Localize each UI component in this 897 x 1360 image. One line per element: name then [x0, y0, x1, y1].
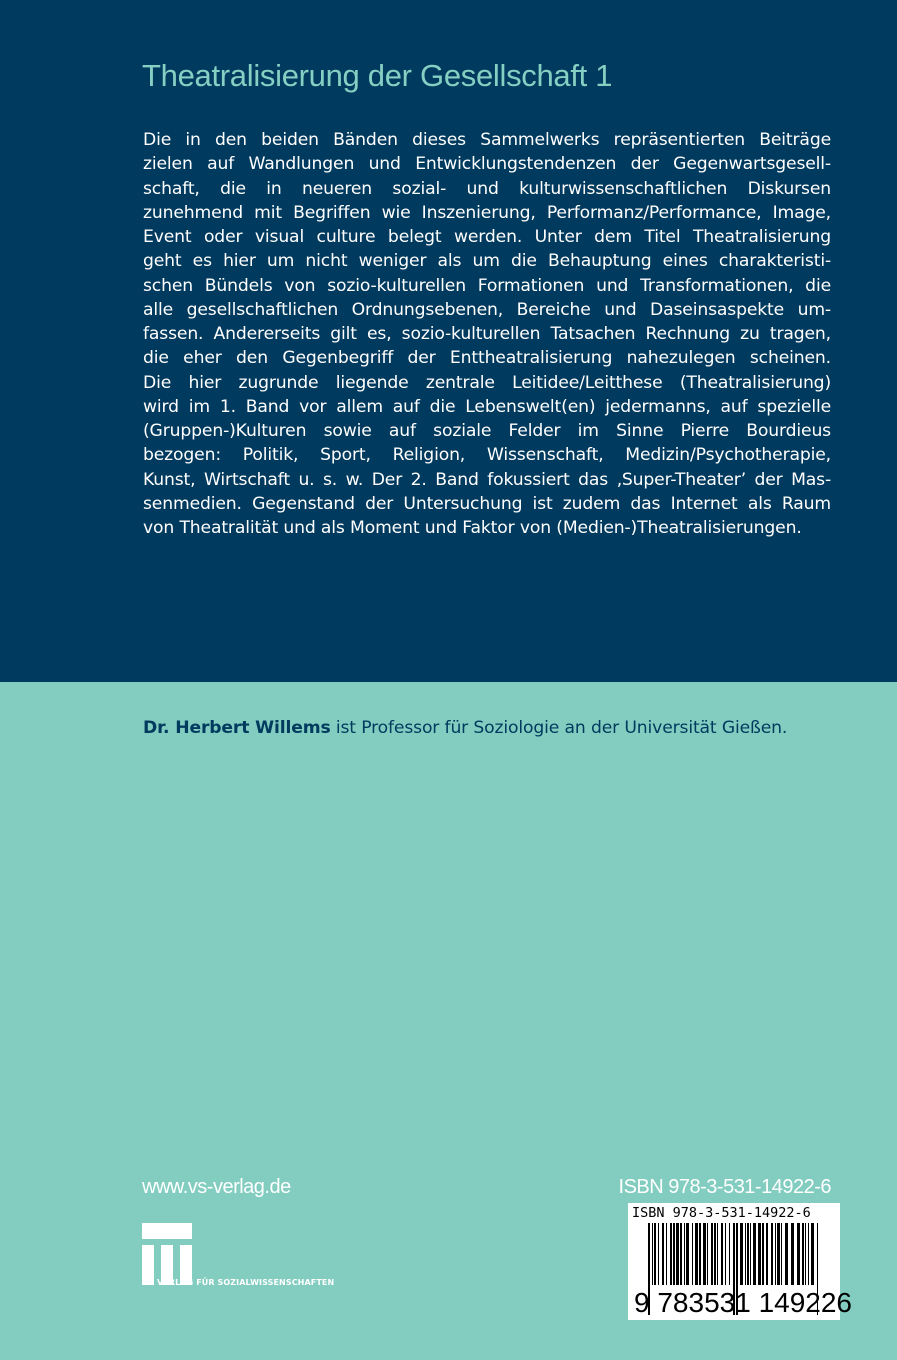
barcode-bar: [707, 1223, 708, 1285]
barcode-bar: [711, 1223, 713, 1285]
barcode-bar: [762, 1223, 764, 1285]
blurb-line: schaft, die in neueren sozial- und kulturwissenschaftlichen Diskursen: [143, 178, 831, 199]
barcode-bar: [740, 1223, 743, 1285]
blurb: [143, 128, 831, 540]
author-description: ist Professor für Soziologie an der Universität Gießen.: [330, 718, 788, 738]
barcode-bar: [670, 1223, 672, 1285]
barcode-bar: [684, 1223, 685, 1285]
barcode-bar: [658, 1223, 659, 1285]
blurb-line: wird im 1. Band vor allem auf die Lebenswelt(en) jedermanns, auf spezielle: [143, 396, 831, 417]
blurb-line: Kunst, Wirtschaft u. s. w. Der 2. Band fokussiert das ‚Super-Theater’ der Mas-: [143, 469, 831, 490]
book-title: Theatralisierung der Gesellschaft 1: [142, 58, 613, 93]
author-bio: [143, 718, 787, 738]
barcode-digits: 9 783531 149226: [634, 1287, 852, 1318]
barcode-bar: [745, 1223, 746, 1285]
blurb-line: (Gruppen-)Kulturen sowie auf soziale Felder im Sinne Pierre Bourdieus: [143, 421, 831, 441]
barcode-bar: [666, 1223, 667, 1285]
barcode-bar: [717, 1223, 718, 1285]
blurb-line: fassen. Andererseits gilt es, sozio-kulturellen Tatsachen Rechnung zu tragen,: [143, 324, 831, 344]
publisher-url[interactable]: www.vs-verlag.de: [142, 1176, 291, 1198]
blurb-line: senmedien. Gegenstand der Untersuchung ist zudem das Internet als Raum: [143, 493, 831, 514]
barcode-bar: [703, 1223, 706, 1285]
barcode-bar: [695, 1223, 698, 1285]
barcode-bar: [785, 1223, 788, 1285]
blurb-line: geht es hier um nicht weniger als um die Behauptung eines charakteristi-: [143, 251, 831, 272]
barcode-bar: [662, 1223, 664, 1285]
blurb-line: alle gesellschaftlichen Ordnungsebenen, Bereiche und Daseinsaspekte um-: [143, 299, 831, 320]
blurb-line: bezogen: Politik, Sport, Religion, Wissenschaft, Medizin/Psychotherapie,: [143, 445, 831, 466]
blurb-line: zunehmend mit Begriffen wie Inszenierung, Performanz/Performance, Image,: [143, 202, 831, 223]
barcode-bar: [781, 1223, 782, 1285]
barcode-bar: [725, 1223, 726, 1285]
barcode-bar: [777, 1223, 780, 1285]
barcode-bar: [750, 1223, 751, 1285]
barcode-bar: [758, 1223, 761, 1285]
barcode-bar: [753, 1223, 756, 1285]
barcode-bar: [686, 1223, 689, 1285]
barcode-bar: [811, 1223, 814, 1285]
barcode-bar: [802, 1223, 804, 1285]
barcode-header: ISBN 978-3-531-14922-6: [632, 1205, 811, 1221]
barcode-bar: [747, 1223, 749, 1285]
blurb-line: Die hier zugrunde liegende zentrale Leitidee/Leitthese (Theatralisierung): [143, 372, 831, 393]
barcode-bar: [729, 1223, 730, 1285]
barcode-bar: [673, 1223, 675, 1285]
barcode: [628, 1203, 852, 1320]
blurb-line: Die in den beiden Bänden dieses Sammelwerks repräsentierten Beiträge: [143, 130, 831, 150]
barcode-bar: [692, 1223, 693, 1285]
author-name: Dr. Herbert Willems: [143, 718, 331, 738]
barcode-bar: [680, 1223, 682, 1285]
barcode-bar: [808, 1223, 809, 1285]
barcode-bar: [714, 1223, 716, 1285]
logo-bar-top: [142, 1223, 192, 1239]
barcode-bar: [797, 1223, 800, 1285]
blurb-line: von Theatralität und als Moment und Faktor von (Medien-)Theatralisierungen.: [143, 518, 802, 538]
blurb-line: die eher den Gegenbegriff der Enttheatralisierung nahezulegen scheinen.: [143, 348, 831, 369]
barcode-bar: [775, 1223, 776, 1285]
barcode-bar: [771, 1223, 773, 1285]
blurb-line: zielen auf Wandlungen und Entwicklungstendenzen der Gegenwartsgesell-: [143, 154, 831, 175]
barcode-bar: [805, 1223, 806, 1285]
barcode-bar: [766, 1223, 768, 1285]
barcode-bar: [699, 1223, 701, 1285]
isbn-text: ISBN 978-3-531-14922-6: [618, 1176, 831, 1198]
publisher-name: VS VERLAG FÜR SOZIALWISSENSCHAFTEN: [142, 1278, 335, 1287]
barcode-bar: [721, 1223, 723, 1285]
barcode-bar: [791, 1223, 794, 1285]
blurb-line: schen Bündels von sozio-kulturellen Formationen und Transformationen, die: [143, 275, 831, 296]
barcode-bar: [676, 1223, 679, 1285]
barcode-bar: [654, 1223, 656, 1285]
barcode-bar: [652, 1223, 653, 1285]
blurb-line: Event oder visual culture belegt werden. Unter dem Titel Theatralisierung: [143, 227, 831, 247]
